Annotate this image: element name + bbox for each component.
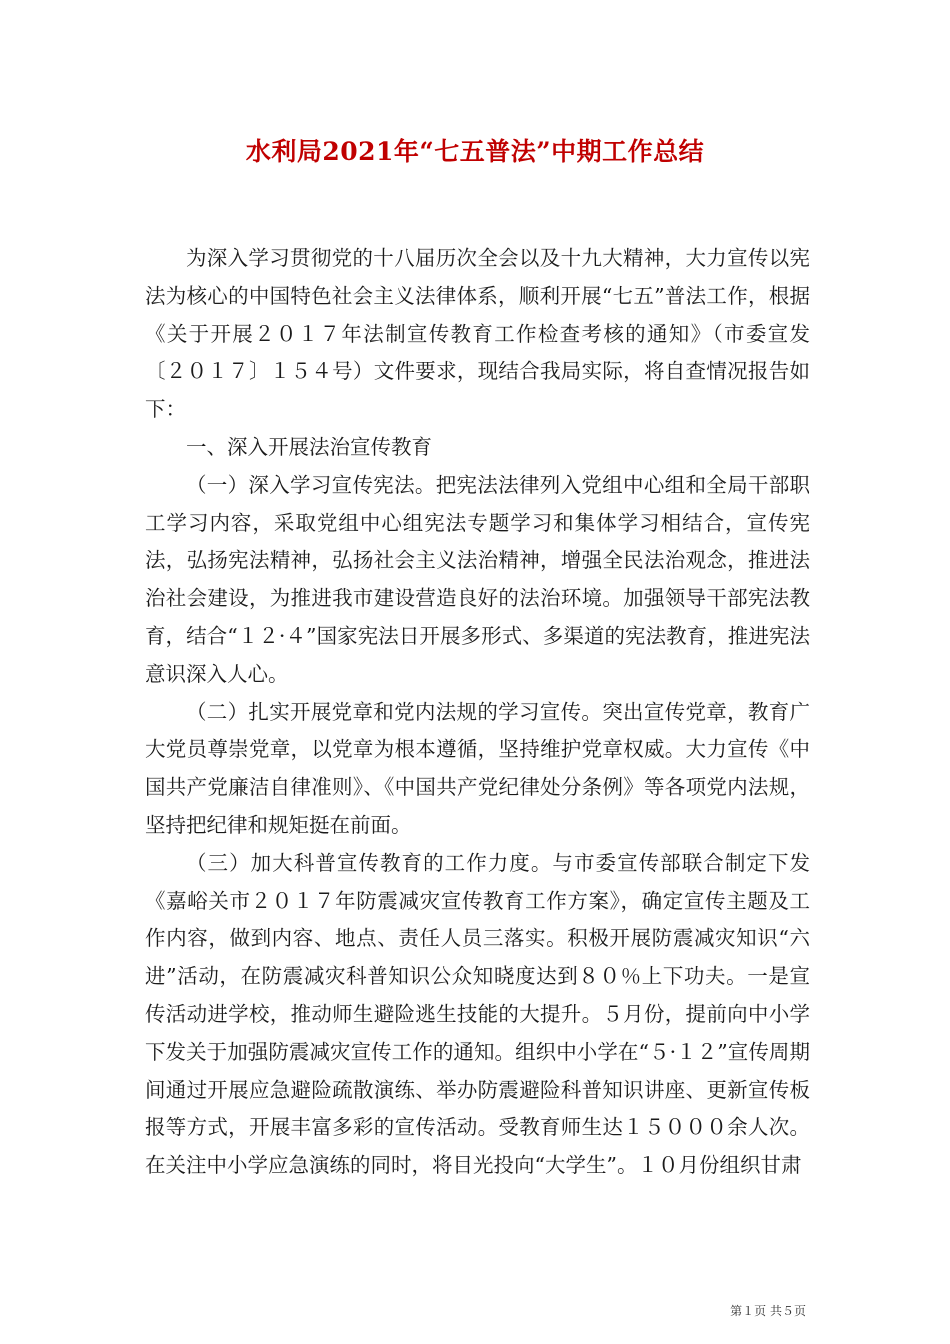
section-heading-1: 一、深入开展法治宣传教育 [186,434,432,459]
document-title: 水利局2021年“七五普法”中期工作总结 [245,137,705,166]
paragraph-1: （一）深入学习宣传宪法。把宪法法律列入党组中心组和全局干部职工学习内容，采取党组中心组宪法专题学习和集体学习相结合，宣传宪法，弘扬宪法精神，弘扬社会主义法治精神，增强全民法治观念，推进法治社会建设，为推进我市建设营造良好的法治环境。加强领导干部宪法教育，结合“１２·４”国家宪法日开展多形式、多渠道的宪法教育，推进宪法意识深入人心。 [145,472,810,686]
paragraph-3: （三）加大科普宣传教育的工作力度。与市委宣传部联合制定下发《嘉峪关市２０１７年防震减灾宣传教育工作方案》，确定宣传主题及工作内容，做到内容、地点、责任人员三落实。积极开展防震减灾知识“六进”活动，在防震减灾科普知识公众知晓度达到８０％上下功夫。一是宣传活动进学校，推动师生避险逃生技能的大提升。５月份，提前向中小学下发关于加强防震减灾宣传工作的通知。组织中小学在“５·１２”宣传周期间通过开展应急避险疏散演练、举办防震避险科普知识讲座、更新宣传板报等方式，开展丰富多彩的宣传活动。受教育师生达１５０００余人次。在关注中小学应急演练的同时，将目光投向“大学生”。１０月份组织甘肃 [145,850,810,1178]
page-number: 第１页 共５页 [730,1304,806,1318]
document-body [145,240,810,1185]
paragraph-2: （二）扎实开展党章和党内法规的学习宣传。突出宣传党章，教育广大党员尊崇党章，以党章为根本遵循，坚持维护党章权威。大力宣传《中国共产党廉洁自律准则》、《中国共产党纪律处分条例》等各项党内法规，坚持把纪律和规矩挺在前面。 [145,699,810,837]
paragraph-intro: 为深入学习贯彻党的十八届历次全会以及十九大精神，大力宣传以宪法为核心的中国特色社会主义法律体系，顺利开展“七五”普法工作，根据《关于开展２０１７年法制宣传教育工作检查考核的通知》（市委宣发〔２０１７〕１５４号）文件要求，现结合我局实际，将自查情况报告如下： [145,246,810,422]
